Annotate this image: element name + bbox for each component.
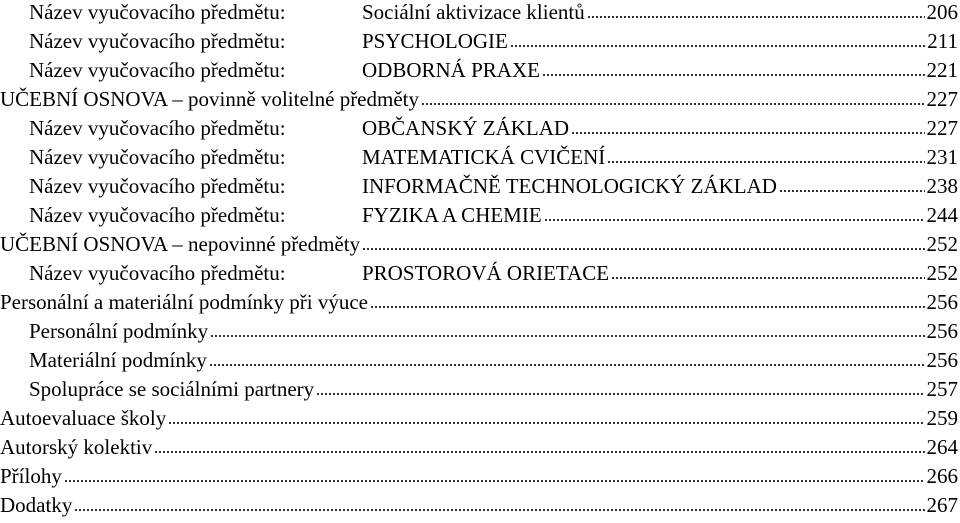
toc-entry-title: ODBORNÁ PRAXE bbox=[362, 58, 540, 82]
toc-entry-title: UČEBNÍ OSNOVA – povinně volitelné předměty bbox=[0, 87, 419, 111]
toc-entry-page: 227 bbox=[926, 87, 958, 111]
toc-entry-title: FYZIKA A CHEMIE bbox=[362, 203, 542, 227]
dot-leader bbox=[370, 305, 925, 309]
toc-entry[interactable] bbox=[0, 231, 960, 257]
toc-entry-prefix: Název vyučovacího předmětu: bbox=[29, 203, 286, 227]
toc-entry-title: INFORMAČNĚ TECHNOLOGICKÝ ZÁKLAD bbox=[362, 174, 777, 198]
toc-entry-title: Materiální podmínky bbox=[29, 348, 207, 372]
dot-leader bbox=[209, 363, 925, 367]
toc-entry-prefix: Název vyučovacího předmětu: bbox=[29, 174, 286, 198]
toc-entry-page: 264 bbox=[926, 435, 958, 459]
toc-entry-label bbox=[0, 202, 542, 228]
toc-entry-prefix: Název vyučovacího předmětu: bbox=[29, 58, 286, 82]
dot-leader bbox=[779, 189, 925, 193]
dot-leader bbox=[542, 73, 925, 77]
toc-entry-title: PROSTOROVÁ ORIETACE bbox=[362, 261, 610, 285]
toc-entry[interactable] bbox=[0, 260, 960, 286]
dot-leader bbox=[544, 218, 925, 222]
toc-entry-page: 231 bbox=[926, 145, 958, 169]
toc-entry-label bbox=[0, 57, 540, 83]
dot-leader bbox=[421, 102, 925, 106]
toc-entry-prefix: Název vyučovacího předmětu: bbox=[29, 0, 286, 24]
toc-entry[interactable] bbox=[0, 434, 960, 460]
toc-entry[interactable] bbox=[0, 202, 960, 228]
dot-leader bbox=[316, 392, 924, 396]
toc-entry-page: 256 bbox=[926, 290, 958, 314]
toc-entry[interactable] bbox=[0, 463, 960, 489]
toc-entry-label bbox=[0, 173, 777, 199]
dot-leader bbox=[74, 508, 924, 512]
toc-entry-page: 257 bbox=[926, 377, 958, 401]
toc-entry-prefix: Název vyučovacího předmětu: bbox=[29, 261, 286, 285]
toc-entry-label bbox=[0, 115, 569, 141]
toc-entry-page: 238 bbox=[926, 174, 958, 198]
toc-entry[interactable] bbox=[0, 173, 960, 199]
toc-entry-title: Autorský kolektiv bbox=[0, 435, 153, 459]
toc-entry-title: UČEBNÍ OSNOVA – nepovinné předměty bbox=[0, 232, 361, 256]
dot-leader bbox=[210, 334, 924, 338]
toc-entry-title: Personální a materiální podmínky při výuce bbox=[0, 290, 368, 314]
toc-entry-label bbox=[0, 260, 609, 286]
toc-entry-label bbox=[0, 28, 508, 54]
toc-entry-title: Dodatky bbox=[0, 493, 73, 517]
toc-entry-prefix: Název vyučovacího předmětu: bbox=[29, 29, 286, 53]
toc-entry-page: 256 bbox=[926, 348, 958, 372]
toc-entry[interactable] bbox=[0, 144, 960, 170]
toc-entry-prefix: Název vyučovacího předmětu: bbox=[29, 145, 286, 169]
toc-entry-prefix: Název vyučovacího předmětu: bbox=[29, 116, 286, 140]
toc-entry[interactable] bbox=[0, 405, 960, 431]
dot-leader bbox=[154, 450, 924, 454]
toc-entry-page: 252 bbox=[926, 232, 958, 256]
toc-entry[interactable] bbox=[0, 86, 960, 112]
dot-leader bbox=[607, 160, 924, 164]
toc-entry-page: 267 bbox=[926, 493, 958, 517]
toc-entry-title: Přílohy bbox=[0, 464, 62, 488]
toc-entry-title: Personální podmínky bbox=[29, 319, 209, 343]
toc-entry-page: 266 bbox=[926, 464, 958, 488]
toc-entry-page: 244 bbox=[926, 203, 958, 227]
toc-entry-page: 206 bbox=[926, 0, 958, 24]
toc-entry-page: 259 bbox=[926, 406, 958, 430]
toc-entry[interactable] bbox=[0, 492, 960, 518]
toc-entry-page: 256 bbox=[926, 319, 958, 343]
toc-entry[interactable] bbox=[0, 347, 960, 373]
dot-leader bbox=[510, 44, 925, 48]
dot-leader bbox=[64, 479, 925, 483]
dot-leader bbox=[571, 131, 924, 135]
toc-entry-page: 252 bbox=[926, 261, 958, 285]
toc-entry[interactable] bbox=[0, 318, 960, 344]
toc-entry[interactable] bbox=[0, 289, 960, 315]
toc-entry-title: Spolupráce se sociálními partnery bbox=[29, 377, 315, 401]
dot-leader bbox=[611, 276, 924, 280]
toc-entry[interactable] bbox=[0, 115, 960, 141]
toc-entry-title: Sociální aktivizace klientů bbox=[362, 0, 585, 24]
toc-entry-page: 221 bbox=[926, 58, 958, 82]
toc-entry[interactable] bbox=[0, 0, 960, 25]
toc-entry[interactable] bbox=[0, 376, 960, 402]
dot-leader bbox=[587, 15, 925, 19]
toc-entry-title: Autoevaluace školy bbox=[0, 406, 167, 430]
dot-leader bbox=[168, 421, 924, 425]
toc-entry[interactable] bbox=[0, 57, 960, 83]
toc-entry[interactable] bbox=[0, 28, 960, 54]
toc-entry-title: MATEMATICKÁ CVIČENÍ bbox=[362, 145, 606, 169]
toc-entry-title: PSYCHOLOGIE bbox=[362, 29, 508, 53]
toc-entry-label bbox=[0, 144, 605, 170]
toc-entry-title: OBČANSKÝ ZÁKLAD bbox=[362, 116, 570, 140]
dot-leader bbox=[362, 247, 924, 251]
toc-entry-page: 211 bbox=[927, 29, 958, 53]
toc-entry-page: 227 bbox=[926, 116, 958, 140]
toc-entry-label bbox=[0, 0, 585, 25]
